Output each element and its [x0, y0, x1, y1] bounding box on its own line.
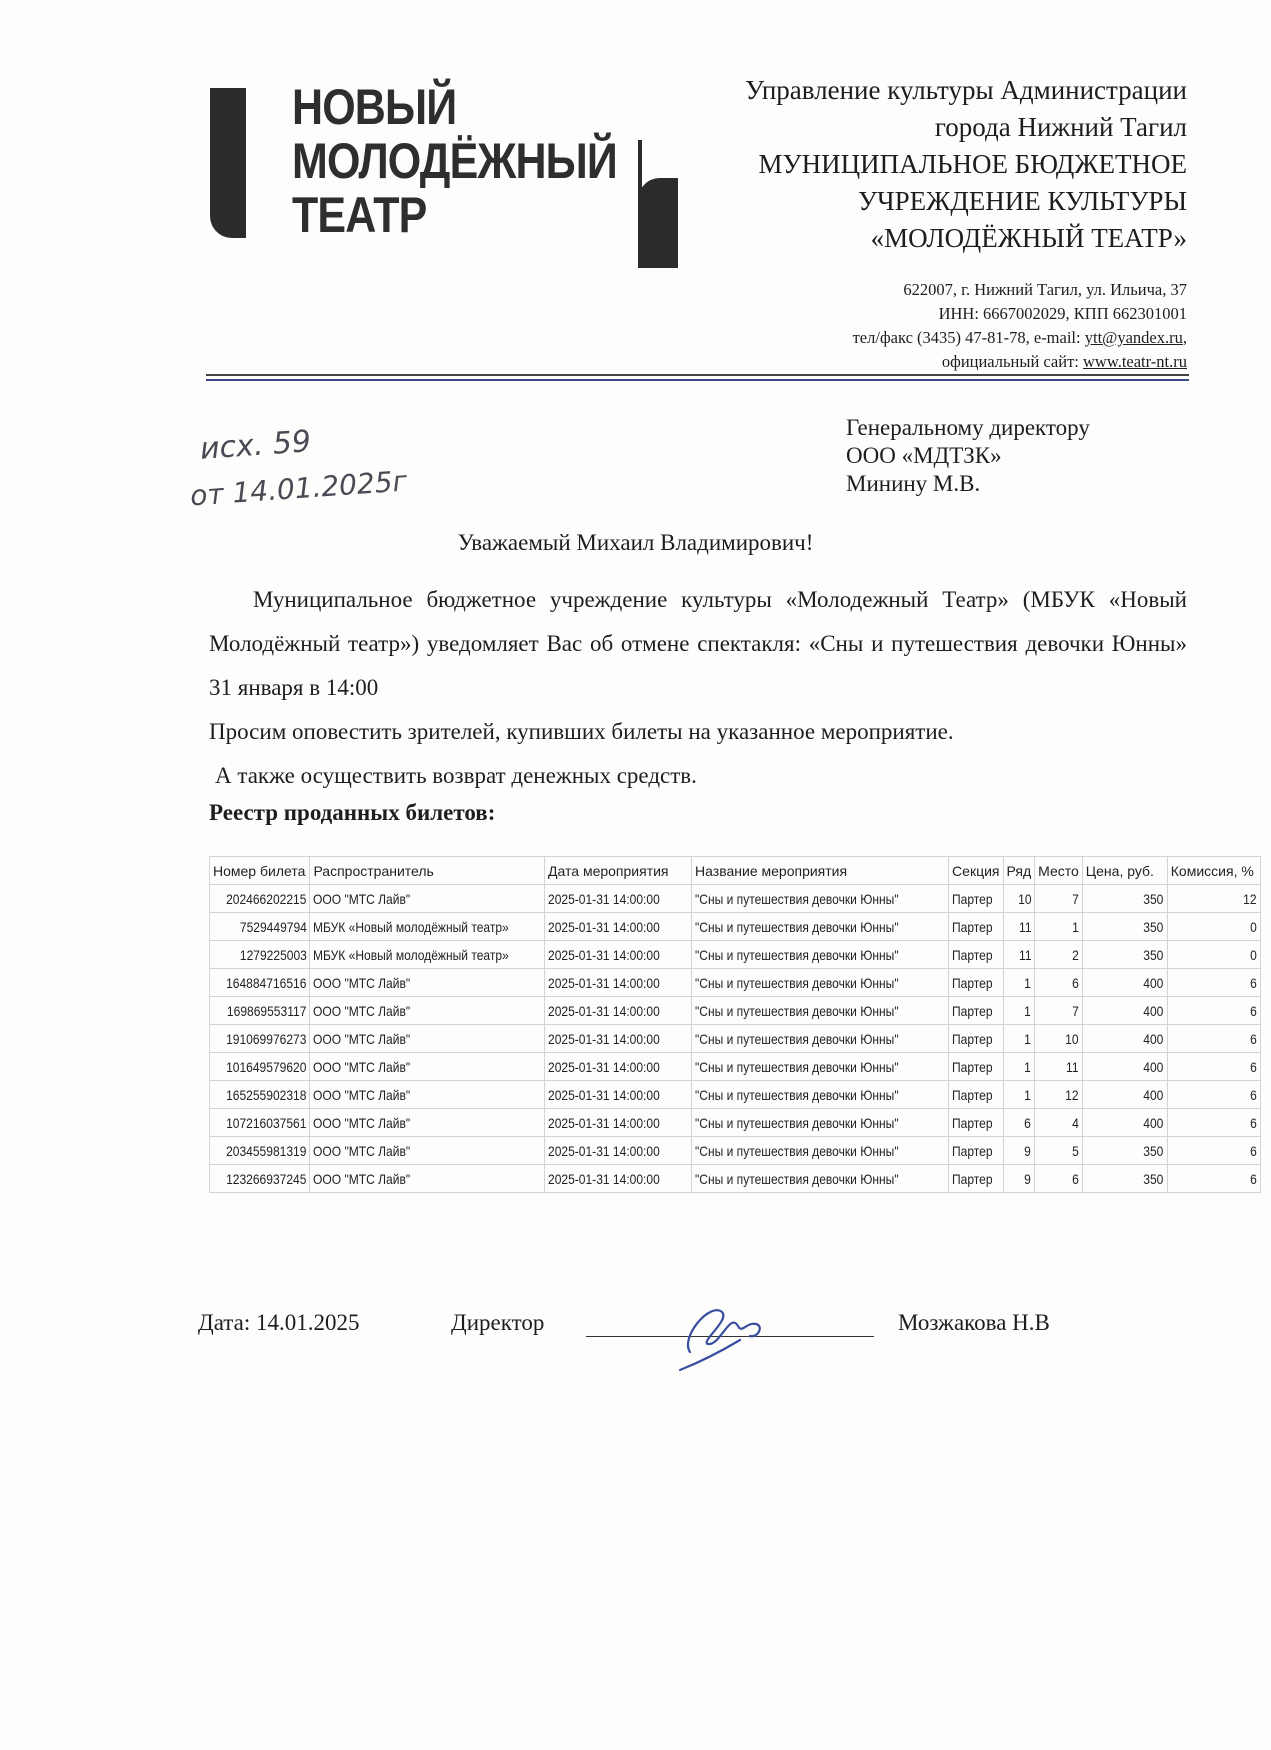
org-line-3: МУНИЦИПАЛЬНОЕ БЮДЖЕТНОЕ: [758, 149, 1187, 179]
org-line-5: «МОЛОДЁЖНЫЙ ТЕАТР»: [870, 223, 1187, 253]
table-cell: 6: [1003, 1109, 1035, 1137]
table-cell: 202466202215: [210, 885, 310, 913]
table-row: [210, 1081, 1261, 1109]
logo-line-2: МОЛОДЁЖНЫЙ: [292, 133, 617, 189]
table-cell: 11: [1003, 941, 1035, 969]
table-cell: 7529449794: [210, 913, 310, 941]
table-cell: 400: [1082, 997, 1167, 1025]
table-row: [210, 969, 1261, 997]
table-cell: 6: [1035, 1165, 1083, 1193]
col-commission: Комиссия, %: [1167, 857, 1260, 885]
table-cell: 11: [1035, 1053, 1083, 1081]
recipient-line-3: Минину М.В.: [846, 471, 981, 496]
table-row: [210, 1109, 1261, 1137]
table-cell: Партер: [949, 1109, 1003, 1137]
address-line-2: ИНН: 6667002029, КПП 662301001: [938, 304, 1187, 323]
table-cell: 2: [1035, 941, 1083, 969]
table-cell: 12: [1035, 1081, 1083, 1109]
table-cell: 400: [1082, 1025, 1167, 1053]
address-line-1: 622007, г. Нижний Тагил, ул. Ильича, 37: [903, 280, 1187, 299]
body-paragraph: Муниципальное бюджетное учреждение культуры «Молодежный Театр» (МБУК «Новый Молодёжный театр») уведомляет Вас об отмене спектакля: «Сны и путешествия девочки Юнны» 31 января в 14:00: [209, 587, 1187, 700]
col-distributor: Распространитель: [310, 857, 545, 885]
table-cell: МБУК «Новый молодёжный театр»: [310, 913, 545, 941]
header-divider-accent: [206, 379, 1189, 381]
table-cell: 1: [1003, 1053, 1035, 1081]
footer-date: Дата: 14.01.2025: [198, 1310, 360, 1335]
col-seat: Место: [1035, 857, 1083, 885]
table-row: [210, 941, 1261, 969]
col-event-name: Название мероприятия: [692, 857, 949, 885]
table-cell: Партер: [949, 1137, 1003, 1165]
table-cell: ООО "МТС Лайв": [310, 1081, 545, 1109]
table-cell: 2025-01-31 14:00:00: [545, 1165, 692, 1193]
table-cell: 2025-01-31 14:00:00: [545, 1053, 692, 1081]
email-link[interactable]: ytt@yandex.ru: [1084, 328, 1183, 347]
table-cell: 400: [1082, 1053, 1167, 1081]
logo-left-bar: [210, 88, 246, 238]
table-cell: 10: [1003, 885, 1035, 913]
signature: [660, 1282, 780, 1372]
table-cell: 2025-01-31 14:00:00: [545, 1137, 692, 1165]
table-cell: 350: [1082, 1165, 1167, 1193]
table-cell: Партер: [949, 885, 1003, 913]
body-request: Просим оповестить зрителей, купивших билеты на указанное мероприятие.: [209, 719, 954, 744]
table-cell: 2025-01-31 14:00:00: [545, 1109, 692, 1137]
table-cell: "Сны и путешествия девочки Юнны": [692, 1081, 949, 1109]
table-cell: 203455981319: [210, 1137, 310, 1165]
theatre-logo: [210, 79, 680, 264]
table-cell: Партер: [949, 1053, 1003, 1081]
letter-body: [209, 578, 1187, 798]
table-cell: ООО "МТС Лайв": [310, 1137, 545, 1165]
table-cell: "Сны и путешествия девочки Юнны": [692, 913, 949, 941]
table-cell: Партер: [949, 1081, 1003, 1109]
table-header-row: [210, 857, 1261, 885]
table-cell: 2025-01-31 14:00:00: [545, 1081, 692, 1109]
table-cell: 1279225003: [210, 941, 310, 969]
table-cell: "Сны и путешествия девочки Юнны": [692, 1025, 949, 1053]
table-cell: 6: [1167, 969, 1260, 997]
table-cell: 9: [1003, 1137, 1035, 1165]
table-cell: Партер: [949, 1165, 1003, 1193]
table-cell: 101649579620: [210, 1053, 310, 1081]
col-price: Цена, руб.: [1082, 857, 1167, 885]
organization-header: [627, 72, 1187, 257]
table-cell: 400: [1082, 1081, 1167, 1109]
table-cell: 12: [1167, 885, 1260, 913]
table-row: [210, 1165, 1261, 1193]
table-cell: 169869553117: [210, 997, 310, 1025]
table-cell: 1: [1003, 969, 1035, 997]
table-cell: 6: [1167, 1081, 1260, 1109]
table-row: [210, 1137, 1261, 1165]
table-row: [210, 997, 1261, 1025]
address-line-4: официальный сайт: www.teatr-nt.ru: [941, 352, 1187, 371]
table-cell: 165255902318: [210, 1081, 310, 1109]
table-cell: ООО "МТС Лайв": [310, 1025, 545, 1053]
footer-position: Директор: [451, 1310, 545, 1335]
website-link[interactable]: www.teatr-nt.ru: [1083, 352, 1187, 371]
table-row: [210, 885, 1261, 913]
table-cell: 107216037561: [210, 1109, 310, 1137]
col-row: Ряд: [1003, 857, 1035, 885]
table-cell: 2025-01-31 14:00:00: [545, 997, 692, 1025]
recipient-line-2: ООО «МДТЗК»: [846, 443, 1002, 468]
table-cell: Партер: [949, 997, 1003, 1025]
table-cell: 5: [1035, 1137, 1083, 1165]
handwritten-ref-number: исх. 59: [198, 424, 313, 467]
table-cell: 1: [1003, 1081, 1035, 1109]
table-cell: ООО "МТС Лайв": [310, 885, 545, 913]
recipient-line-1: Генеральному директору: [846, 415, 1090, 440]
table-cell: 0: [1167, 913, 1260, 941]
table-cell: 6: [1167, 1165, 1260, 1193]
col-event-date: Дата мероприятия: [545, 857, 692, 885]
table-cell: 6: [1167, 1109, 1260, 1137]
table-cell: "Сны и путешествия девочки Юнны": [692, 1053, 949, 1081]
table-cell: Партер: [949, 1025, 1003, 1053]
table-cell: 6: [1035, 969, 1083, 997]
table-row: [210, 1025, 1261, 1053]
table-cell: 1: [1003, 997, 1035, 1025]
table-cell: "Сны и путешествия девочки Юнны": [692, 1137, 949, 1165]
tickets-table: [209, 856, 1261, 1193]
table-cell: МБУК «Новый молодёжный театр»: [310, 941, 545, 969]
org-line-1: Управление культуры Администрации: [745, 75, 1187, 105]
table-cell: 2025-01-31 14:00:00: [545, 941, 692, 969]
org-line-4: УЧРЕЖДЕНИЕ КУЛЬТУРЫ: [857, 186, 1187, 216]
org-line-2: города Нижний Тагил: [934, 112, 1187, 142]
table-cell: 7: [1035, 885, 1083, 913]
logo-text: [292, 80, 617, 242]
table-row: [210, 913, 1261, 941]
table-cell: 2025-01-31 14:00:00: [545, 1025, 692, 1053]
table-cell: 350: [1082, 1137, 1167, 1165]
table-cell: 400: [1082, 1109, 1167, 1137]
table-cell: ООО "МТС Лайв": [310, 1053, 545, 1081]
table-cell: Партер: [949, 969, 1003, 997]
table-cell: Партер: [949, 941, 1003, 969]
salutation: Уважаемый Михаил Владимирович!: [457, 530, 814, 555]
table-cell: 400: [1082, 969, 1167, 997]
col-section: Секция: [949, 857, 1003, 885]
table-cell: 164884716516: [210, 969, 310, 997]
table-cell: 6: [1167, 1025, 1260, 1053]
table-cell: 6: [1167, 997, 1260, 1025]
table-cell: 10: [1035, 1025, 1083, 1053]
table-cell: 0: [1167, 941, 1260, 969]
table-cell: ООО "МТС Лайв": [310, 997, 545, 1025]
table-cell: 11: [1003, 913, 1035, 941]
body-refund: А также осуществить возврат денежных средств.: [215, 763, 697, 788]
table-cell: 6: [1167, 1053, 1260, 1081]
table-cell: "Сны и путешествия девочки Юнны": [692, 969, 949, 997]
organization-address: [667, 278, 1187, 374]
table-cell: "Сны и путешествия девочки Юнны": [692, 997, 949, 1025]
handwritten-ref-date: от 14.01.2025г: [189, 464, 409, 513]
table-cell: 7: [1035, 997, 1083, 1025]
address-line-3: тел/факс (3435) 47-81-78, e-mail: ytt@yandex.ru,: [852, 328, 1187, 347]
table-cell: 123266937245: [210, 1165, 310, 1193]
table-cell: Партер: [949, 913, 1003, 941]
table-cell: 2025-01-31 14:00:00: [545, 913, 692, 941]
table-cell: ООО "МТС Лайв": [310, 1109, 545, 1137]
logo-line-3: ТЕАТР: [292, 187, 427, 243]
table-cell: ООО "МТС Лайв": [310, 1165, 545, 1193]
table-cell: 4: [1035, 1109, 1083, 1137]
logo-line-1: НОВЫЙ: [292, 79, 457, 135]
table-cell: 1: [1003, 1025, 1035, 1053]
table-cell: 191069976273: [210, 1025, 310, 1053]
table-cell: "Сны и путешествия девочки Юнны": [692, 1109, 949, 1137]
table-cell: "Сны и путешествия девочки Юнны": [692, 885, 949, 913]
table-cell: 6: [1167, 1137, 1260, 1165]
table-cell: 350: [1082, 913, 1167, 941]
col-ticket-number: Номер билета: [210, 857, 310, 885]
table-cell: "Сны и путешествия девочки Юнны": [692, 1165, 949, 1193]
table-cell: "Сны и путешествия девочки Юнны": [692, 941, 949, 969]
table-cell: ООО "МТС Лайв": [310, 969, 545, 997]
table-cell: 2025-01-31 14:00:00: [545, 969, 692, 997]
table-row: [210, 1053, 1261, 1081]
recipient-block: [846, 414, 1090, 498]
table-cell: 350: [1082, 885, 1167, 913]
registry-title: Реестр проданных билетов:: [209, 800, 496, 825]
footer-signatory-name: Мозжакова Н.В: [898, 1310, 1050, 1335]
table-cell: 1: [1035, 913, 1083, 941]
table-cell: 2025-01-31 14:00:00: [545, 885, 692, 913]
header-divider: [206, 374, 1189, 376]
table-cell: 9: [1003, 1165, 1035, 1193]
table-cell: 350: [1082, 941, 1167, 969]
